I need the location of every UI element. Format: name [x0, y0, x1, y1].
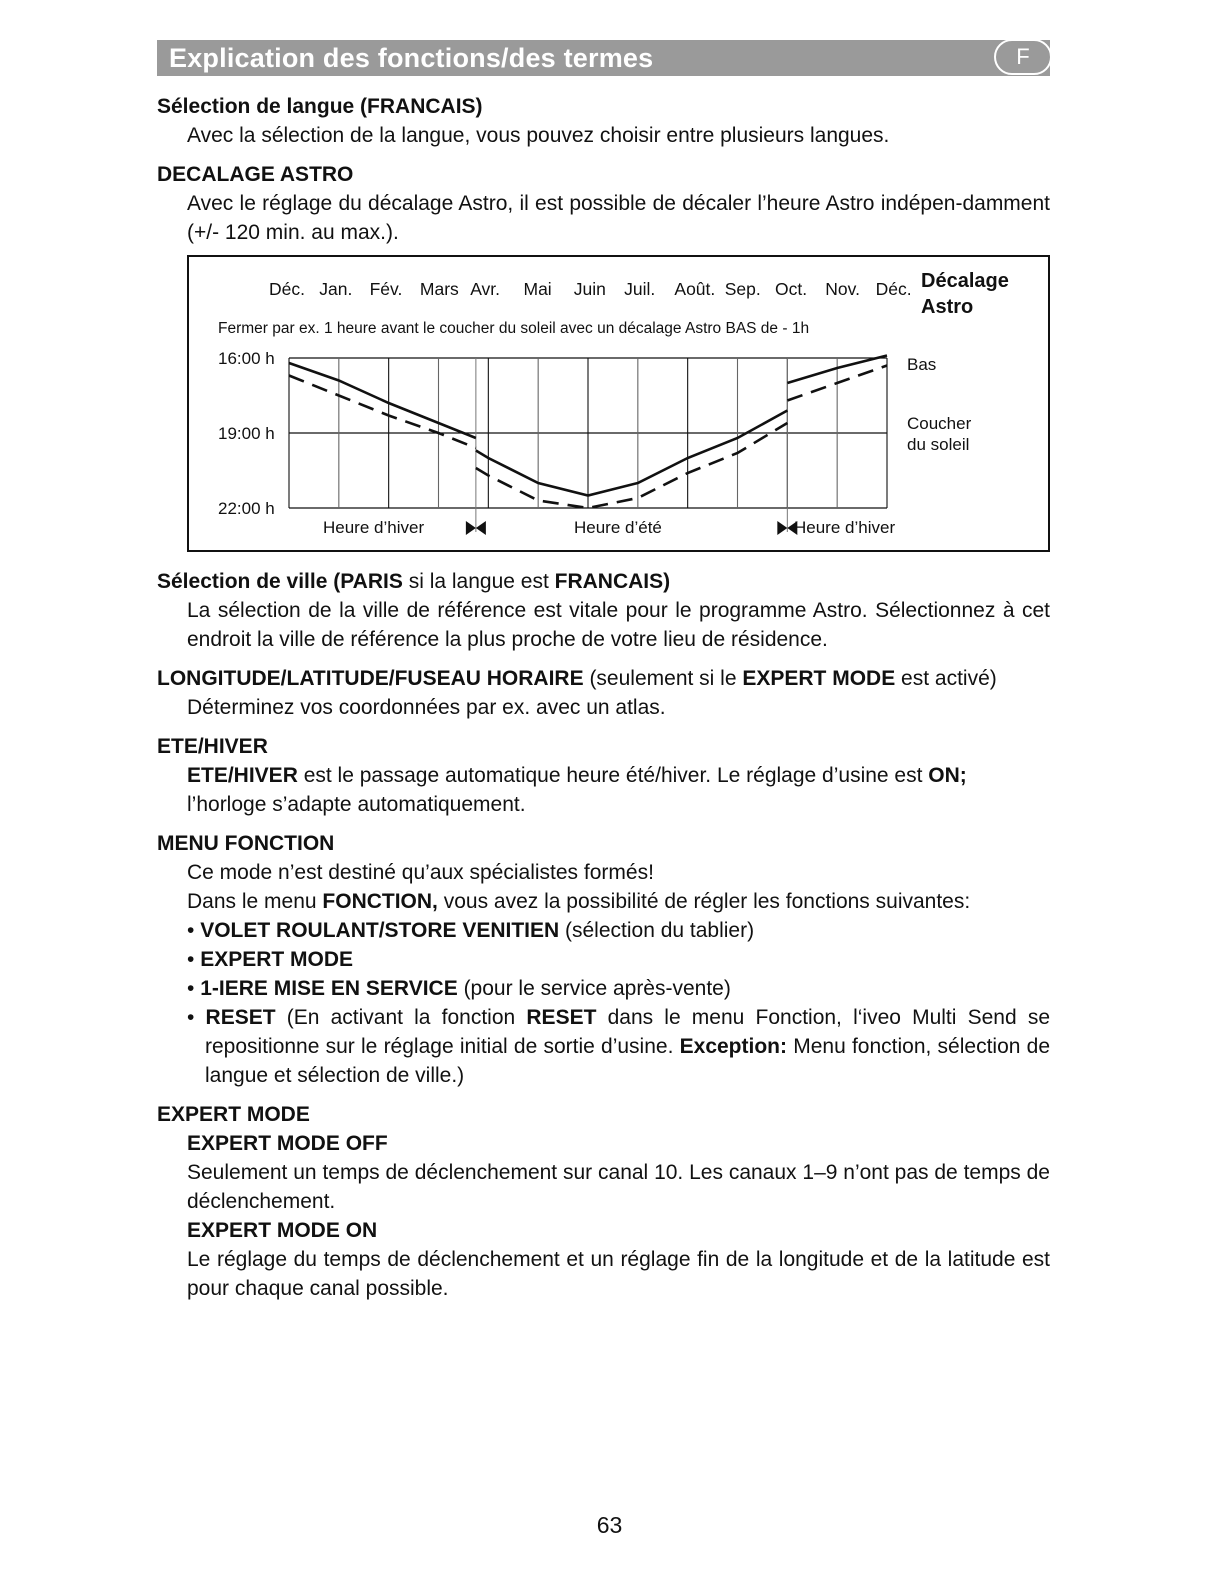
label-bas: Bas — [907, 355, 937, 374]
text-ete-hiver: ETE/HIVER est le passage automatique heure été/hiver. Le réglage d’usine est ON; l’horloge s’adapte automatiquement. — [187, 764, 967, 816]
month-label: Jan. — [319, 279, 353, 299]
chart-svg — [189, 257, 1048, 550]
month-label: Avr. — [470, 279, 501, 299]
bullet-item: • EXPERT MODE — [187, 948, 354, 971]
heading-ville: Sélection de ville (PARIS si la langue est FRANCAIS) — [157, 570, 671, 593]
month-label: Août. — [674, 279, 716, 299]
heading-langue: Sélection de langue (FRANCAIS) — [157, 95, 483, 118]
chart-subtitle: Fermer par ex. 1 heure avant le coucher du soleil avec un décalage Astro BAS de - 1h — [218, 320, 810, 337]
heading-expert-mode: EXPERT MODE — [157, 1103, 310, 1126]
language-badge: F — [994, 39, 1052, 75]
month-label: Juin — [573, 279, 606, 299]
label-winter-1: Heure d’hiver — [323, 518, 425, 537]
label-summer: Heure d’été — [574, 518, 662, 537]
text-decalage-astro: Avec le réglage du décalage Astro, il est possible de décaler l’heure Astro indépen-damment (+/- 120 min. au max.). — [187, 192, 1050, 244]
month-label: Juil. — [624, 279, 656, 299]
month-label: Mai — [523, 279, 552, 299]
text-expert-mode-on: Le réglage du temps de déclenchement et un réglage fin de la longitude et de la latitude est pour chaque canal possible. — [187, 1248, 1050, 1300]
heading-expert-mode-on: EXPERT MODE ON — [187, 1219, 378, 1242]
chart-title-line1: Décalage — [921, 270, 1009, 292]
chart-title-line2: Astro — [921, 296, 974, 318]
month-label: Oct. — [775, 279, 808, 299]
bullet-item-reset: • RESET (En activant la fonction RESET dans le menu Fonction, l‘iveo Multi Send se repositionne sur le réglage initial de sortie d’usine. Exception: Menu fonction, sélection de langue et sélection de ville.) — [187, 1006, 1051, 1087]
text-menu-fonction-1: Ce mode n’est destiné qu’aux spécialistes formés! — [187, 861, 654, 884]
bullet-item: • 1-IERE MISE EN SERVICE (pour le service après-vente) — [187, 977, 731, 1000]
heading-longitude: LONGITUDE/LATITUDE/FUSEAU HORAIRE (seulement si le EXPERT MODE est activé) — [157, 667, 997, 690]
month-label: Déc. — [875, 279, 912, 299]
series-coucher-line — [476, 411, 787, 496]
text-ville: La sélection de la ville de référence est vitale pour le programme Astro. Sélectionnez à cet endroit la ville de référence la plus proche de votre lieu de résidence. — [187, 599, 1050, 651]
text-langue: Avec la sélection de la langue, vous pouvez choisir entre plusieurs langues. — [187, 124, 890, 147]
month-label: Fév. — [369, 279, 403, 299]
month-label: Sep. — [724, 279, 761, 299]
astro-offset-chart — [187, 255, 1050, 552]
series-bas-line — [289, 376, 476, 449]
section-header-bar — [157, 40, 1050, 76]
series-coucher-line — [289, 363, 476, 438]
label-coucher-line2: du soleil — [907, 435, 970, 454]
y-tick-label: 22:00 h — [218, 499, 275, 518]
text-menu-fonction-2: Dans le menu FONCTION, vous avez la possibilité de régler les fonctions suivantes: — [187, 890, 971, 913]
heading-expert-mode-off: EXPERT MODE OFF — [187, 1132, 388, 1155]
heading-decalage-astro: DECALAGE ASTRO — [157, 163, 354, 186]
y-tick-label: 16:00 h — [218, 349, 275, 368]
section-title: Explication des fonctions/des termes — [169, 43, 654, 73]
text-longitude: Déterminez vos coordonnées par ex. avec un atlas. — [187, 696, 666, 719]
y-tick-label: 19:00 h — [218, 424, 275, 443]
bullet-item: • VOLET ROULANT/STORE VENITIEN (sélection du tablier) — [187, 919, 755, 942]
month-label: Déc. — [269, 279, 305, 299]
month-label: Mars — [419, 279, 459, 299]
label-winter-2: Heure d’hiver — [794, 518, 896, 537]
page-number: 63 — [596, 1512, 623, 1538]
label-coucher-line1: Coucher — [907, 414, 972, 433]
heading-ete-hiver: ETE/HIVER — [157, 735, 268, 758]
month-label: Nov. — [825, 279, 860, 299]
heading-menu-fonction: MENU FONCTION — [157, 832, 335, 855]
text-expert-mode-off: Seulement un temps de déclenchement sur canal 10. Les canaux 1–9 n’ont pas de temps de déclenchement. — [187, 1161, 1050, 1213]
